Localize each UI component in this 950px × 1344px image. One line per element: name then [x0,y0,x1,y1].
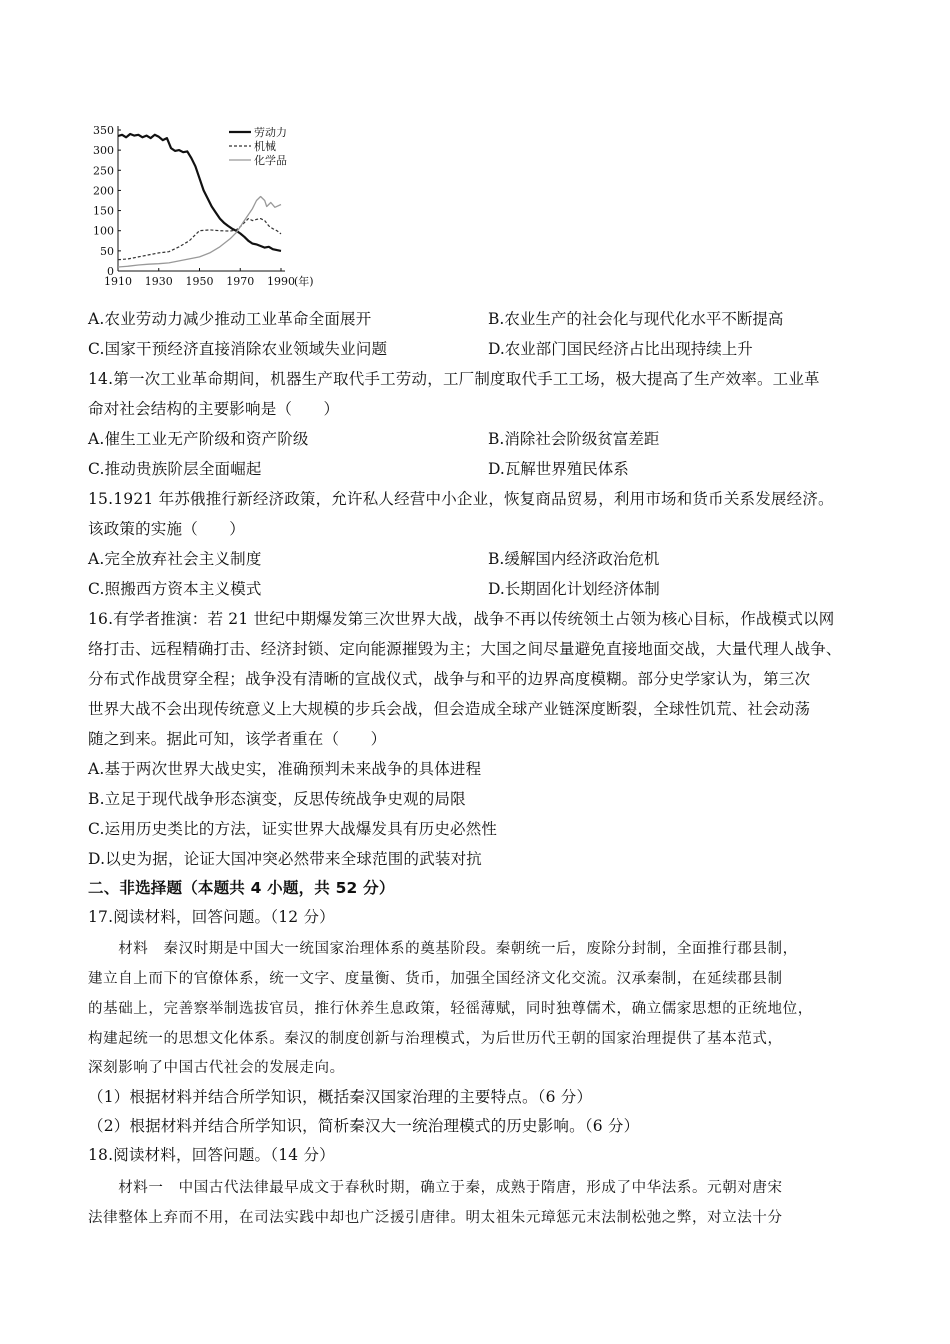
q14-stem-line2: 命对社会结构的主要影响是（ ） [88,400,340,418]
q16-option-c: C.运用历史类比的方法，证实世界大战爆发具有历史必然性 [88,820,498,838]
q14-option-a: A.催生工业无产阶级和资产阶级 [88,430,309,448]
q18-material-line1: 材料一 中国古代法律最早成文于春秋时期，确立于秦，成熟于隋唐，形成了中华法系。元朝对唐宋 [88,1180,783,1196]
y-tick-label: 300 [93,144,114,158]
q16-option-b: B.立足于现代战争形态演变，反思传统战争史观的局限 [88,790,466,808]
q15-stem-line1: 15.1921 年苏俄推行新经济政策，允许私人经营中小企业，恢复商品贸易，利用市场和货币关系发展经济。 [88,490,834,508]
q17-subquestion-2: （2）根据材料并结合所学知识，简析秦汉大一统治理模式的历史影响。（6 分） [88,1117,640,1135]
q17-subquestion-1: （1）根据材料并结合所学知识，概括秦汉国家治理的主要特点。（6 分） [88,1088,593,1106]
q17-material-line4: 构建起统一的思想文化体系。秦汉的制度创新与治理模式，为后世历代王朝的国家治理提供了基本范式， [88,1031,783,1047]
q14-option-b: B.消除社会阶级贫富差距 [488,430,660,448]
q14-option-d: D.瓦解世界殖民体系 [488,460,629,478]
series-line-3 [118,197,281,268]
q15-stem-line2: 该政策的实施（ ） [88,520,246,538]
q15-option-d: D.长期固化计划经济体制 [488,580,660,598]
y-tick-label: 50 [100,244,114,258]
legend-label: 劳动力 [254,126,287,139]
q16-stem-line3: 分布式作战贯穿全程；战争没有清晰的宣战仪式，战争与和平的边界高度模糊。部分史学家认为，第三次 [88,670,811,688]
q13-option-a: A.农业劳动力减少推动工业革命全面展开 [88,310,372,328]
q16-option-d: D.以史为据，论证大国冲突必然带来全球范围的武装对抗 [88,850,483,868]
q13-option-b: B.农业生产的社会化与现代化水平不断提高 [488,310,784,328]
series-line-2 [118,219,281,260]
q13-option-c: C.国家干预经济直接消除农业领域失业问题 [88,340,388,358]
q17-material-line1: 材料 秦汉时期是中国大一统国家治理体系的奠基阶段。秦朝统一后，废除分封制，全面推行郡县制， [88,941,798,957]
x-axis-label: (年) [294,275,314,288]
legend-label: 化学品 [254,154,287,167]
y-tick-label: 250 [93,164,114,178]
q16-stem-line1: 16.有学者推演：若 21 世纪中期爆发第三次世界大战，战争不再以传统领土占领为核心目标，作战模式以网 [88,610,835,628]
x-tick-label: 1930 [144,275,173,288]
q16-stem-line4: 世界大战不会出现传统意义上大规模的步兵会战，但会造成全球产业链深度断裂，全球性饥荒、社会动荡 [88,700,811,718]
x-tick-label: 1970 [226,275,255,288]
q17-material-line5: 深刻影响了中国古代社会的发展走向。 [88,1060,345,1076]
q14-stem-line1: 14.第一次工业革命期间，机器生产取代手工劳动，工厂制度取代手工工场，极大提高了生产效率。工业革 [88,370,820,388]
chart-legend [229,125,287,167]
y-axis-ticks [93,124,121,278]
q13-option-d: D.农业部门国民经济占比出现持续上升 [488,340,753,358]
line-chart [88,112,328,292]
y-tick-label: 100 [93,224,114,238]
q17-material-line2: 建立自上而下的官僚体系，统一文字、度量衡、货币，加强全国经济文化交流。汉承秦制，在延续郡县制 [88,971,783,987]
q14-option-c: C.推动贵族阶层全面崛起 [88,460,262,478]
section-title: 二、非选择题（本题共 4 小题，共 52 分） [88,879,395,897]
q15-option-b: B.缓解国内经济政治危机 [488,550,660,568]
q15-option-a: A.完全放弃社会主义制度 [88,550,262,568]
q15-option-c: C.照搬西方资本主义模式 [88,580,262,598]
q16-stem-line2: 络打击、远程精确打击、经济封锁、定向能源摧毁为主；大国之间尽量避免直接地面交战，大量代理人战争、 [88,640,842,658]
y-tick-label: 350 [93,124,114,137]
y-tick-label: 150 [93,204,114,218]
q18-stem: 18.阅读材料，回答问题。（14 分） [88,1146,335,1164]
y-tick-label: 200 [93,184,114,198]
q18-material-line2: 法律整体上弃而不用，在司法实践中却也广泛援引唐律。明太祖朱元璋惩元末法制松弛之弊，对立法十分 [88,1210,783,1226]
x-tick-label: 1950 [185,275,214,288]
q17-stem: 17.阅读材料，回答问题。（12 分） [88,908,335,926]
y-tick-label: 0 [107,265,114,278]
q17-material-line3: 的基础上，完善察举制选拔官员，推行休养生息政策，轻徭薄赋，同时独尊儒术，确立儒家思想的正统地位， [88,1001,813,1017]
q16-option-a: A.基于两次世界大战史实，准确预判未来战争的具体进程 [88,760,482,778]
x-tick-label: 1910 [104,275,132,288]
x-tick-label: 1990 [267,275,295,288]
legend-label: 机械 [254,140,276,153]
q16-stem-line5: 随之到来。据此可知，该学者重在（ ） [88,730,387,748]
